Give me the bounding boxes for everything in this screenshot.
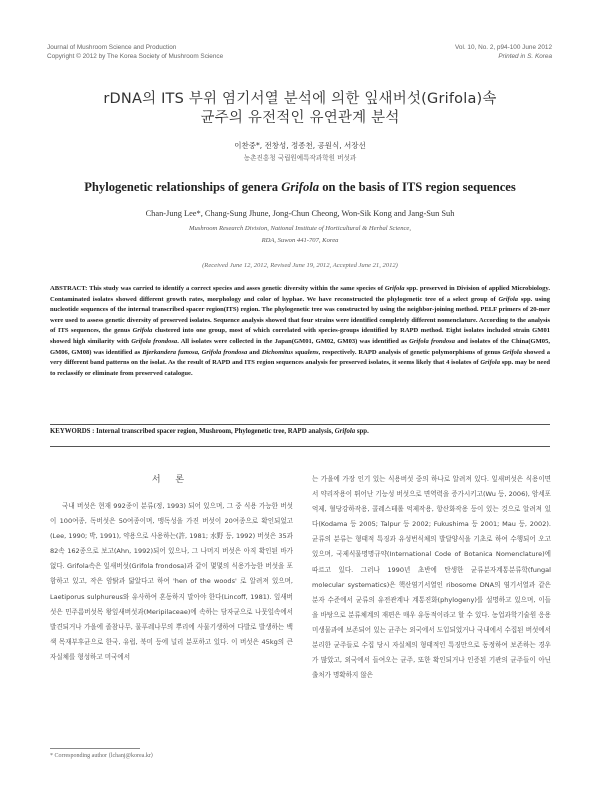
abstract-text: and — [247, 348, 262, 356]
corresponding-author-footnote: * Corresponding author ⟨lchanj@korea.kr⟩ — [50, 753, 154, 759]
volume-info: Vol. 10, No. 2, p94-100 June 2012 — [455, 44, 552, 51]
keywords-text: KEYWORDS : Internal transcribed spacer region, Mushroom, Phylogenetic tree, RAPD analysis, — [50, 428, 335, 435]
english-authors: Chan-Jung Lee*, Chang-Sung Jhune, Jong-Chun Cheong, Won-Sik Kong and Jang-Sun Suh — [145, 209, 455, 218]
abstract-text: . All isolates were collected in the Japan(GM01, GM02, GM03) was identified as — [177, 337, 410, 345]
journal-name: Journal of Mushroom Science and Production — [47, 44, 177, 51]
genus-name: Bjerkandera fumosa, Grifola frondosa — [142, 348, 248, 356]
affiliation-line-2: RDA, Suwon 441-707, Korea — [261, 237, 339, 244]
genus-name: Grifola — [498, 295, 519, 303]
korean-authors: 이찬중*, 전창성, 정종천, 공원식, 서장선 — [234, 141, 366, 150]
genus-name: Grifola — [502, 348, 523, 356]
english-title — [30, 180, 570, 195]
korean-title — [40, 90, 560, 128]
english-affiliation — [40, 223, 560, 247]
abstract-text: clustered into one group, most of which correlated with species-groups identified by RAPD method. Eight isolates included strain GM01 showed high similarity with — [50, 327, 550, 345]
journal-header-right — [455, 44, 552, 61]
affiliation-line-1: Mushroom Research Division, National Institute of Horticultural & Herbal Science, — [188, 225, 412, 232]
genus-name: Grifola — [384, 285, 405, 292]
received-dates: (Received June 12, 2012, Revised June 19, 2012, Accepted June 21, 2012) — [202, 262, 398, 269]
genus-name: Grifola — [132, 327, 153, 335]
abstract — [50, 284, 550, 379]
genus-name: Grifola — [334, 428, 356, 435]
journal-header-left — [47, 44, 223, 61]
intro-right-column — [312, 472, 551, 683]
abstract-text: and isolates of the China(GM05, GM06, GM08) was identified as — [50, 337, 550, 356]
abstract-text: , respectively. RAPD analysis of genetic polymorphisms of genus — [318, 348, 503, 356]
korean-title-line-1: rDNA의 ITS 부위 염기서열 분석에 의한 잎새버섯(Grifola)속 — [103, 91, 497, 107]
footnote-rule — [50, 748, 140, 749]
genus-name: Grifola frondosa — [409, 337, 456, 345]
intro-paragraph: 는 가을에 가장 인기 있는 식용버섯 중의 하나로 알려져 있다. 잎새버섯은 식용이면서 약리작용이 뛰어난 기능성 버섯으로 면역력을 증가시키고(Wu 등, 2006), 암세포억제, 혈당강하작용, 콜레스테롤 억제작용, 항산화작용 등이 있는 것으로 알려져 있다(Kodama 등 2005; Talpur 등 2002; Fukushima 등 2001; Mau 등, 2002). 균류의 분류는 형태적 특징과 유성번식체의 발달양식을 기초로 하여 수행되어 오고 있으며, 국제식물명명규약(International Code of Botanica Nomenclature)에 따르고 있다. 그러나 1990년 초반에 탄생한 균류분자계통분류학(fungal molecular systematics)은 핵산염기서열인 ribosome DNA의 염기서열과 같은 분자 수준에서 균류의 유전관계나 계통진화(phylogeny)를 설명하고 있으며, 이들을 바탕으로 분류체계의 재편은 매우 유동적이라고 할 수 있다. 농업과학기술원 응용미생물과에 보존되어 있는 균주는 외국에서 도입되었거나 국내에서 수집된 버섯에서 분리한 균주들로 수집 당시 자실체의 형태적인 특징만으로 동정하여 보존하는 경우가 많았고, 외국에서 들여오는 균주, 또한 확인되거나 인증된 기관의 균주들이 아닌 출처가 명확하지 않은 — [312, 475, 551, 680]
printed-in: Printed in S. Korea — [498, 52, 552, 60]
korean-affiliation: 농촌진흥청 국립원예특작과학원 버섯과 — [243, 154, 357, 162]
genus-name: Grifola frondosa — [131, 337, 178, 345]
section-heading-introduction: 서 론 — [151, 475, 191, 485]
intro-left-column — [50, 499, 293, 665]
english-title-part-2: on the basis of ITS region sequences — [319, 180, 516, 194]
keywords-top-rule — [50, 424, 550, 425]
copyright-line: Copyright © 2012 by The Korea Society of Mushroom Science — [47, 52, 224, 60]
abstract-text: spp. using nucleotide sequences of the internal transcribed spacer region(ITS) region. The phylogenetic tree was constructed by using the neighbor-joining method. PELF primers of 20-mer were used to assess genetic diversity of preserved isolates. Sequence analysis showed that four strains were identified completely different nomenclature. According to the analysis of ITS sequences, the genus — [50, 295, 550, 335]
keywords-bottom-rule — [50, 446, 550, 447]
genus-name: Grifola — [480, 359, 500, 367]
keywords-text-end: spp. — [355, 428, 369, 435]
abstract-text: spp. preserved in Division of applied Microbiology. Contaminated isolates showed different growth rates, morphology and color of hyphae. We have reconstructed the phylogenetic tree of a select group of — [50, 285, 550, 303]
intro-paragraph: 국내 버섯은 현재 992종이 분류(정, 1993) 되어 있으며, 그 중 식용 가능한 버섯이 100여종, 독버섯은 50여종이며, 맹독성을 가진 버섯이 20여종으로 확인되었고(Lee, 1990; 박, 1991), 약용으로 사용하는(許, 1981; 水野 등, 1992) 버섯은 35과 82속 162종으로 보고(Ahn, 1992)되어 있으나, 그 나머지 버섯은 아직 확인된 바가 없다. Grifola속은 잎새버섯(Grifola frondosa)과 같이 몇몇의 식용가능한 버섯을 포함하고 있고, 작은 암탉과 닮았다고 하여 'hen of the woods' 로 알려져 있으며, Laetiporus sulphureus와 유사하여 혼동하지 말아야 한다(Lincoff, 1981). 잎새버섯은 민주름버섯목 왕잎새버섯과(Meripilaceae)에 속하는 담자균으로 나뭇잎속에서 발견되거나 가을에 졸참나무, 물푸레나무의 뿌리에 사물기생하여 다발로 발생하는 백색 목재부후균으로 한국, 유럽, 북미 등에 널리 분포하고 있다. 이 버섯은 45kg의 큰 자실체를 형성하고 미국에서 — [50, 502, 293, 661]
english-title-genus: Grifola — [281, 180, 320, 194]
genus-name: Dichomitus squalens — [261, 348, 319, 356]
korean-title-line-2: 균주의 유전적인 유연관계 분석 — [200, 110, 400, 126]
abstract-text: showed a very different band patterns on the isolat. As the result of RAPD and ITS region sequences analysis for preserved isolates, it seems likely that 4 isolates of — [50, 348, 550, 367]
abstract-text: spp. may be need to reclassify or eliminate from preserved catalogue. — [50, 359, 550, 377]
abstract-text: ABSTRACT: This study was carried to identify a correct species and asses genetic diversity within the same species of — [50, 285, 385, 292]
keywords — [50, 428, 550, 435]
english-title-part-1: Phylogenetic relationships of genera — [84, 180, 282, 194]
